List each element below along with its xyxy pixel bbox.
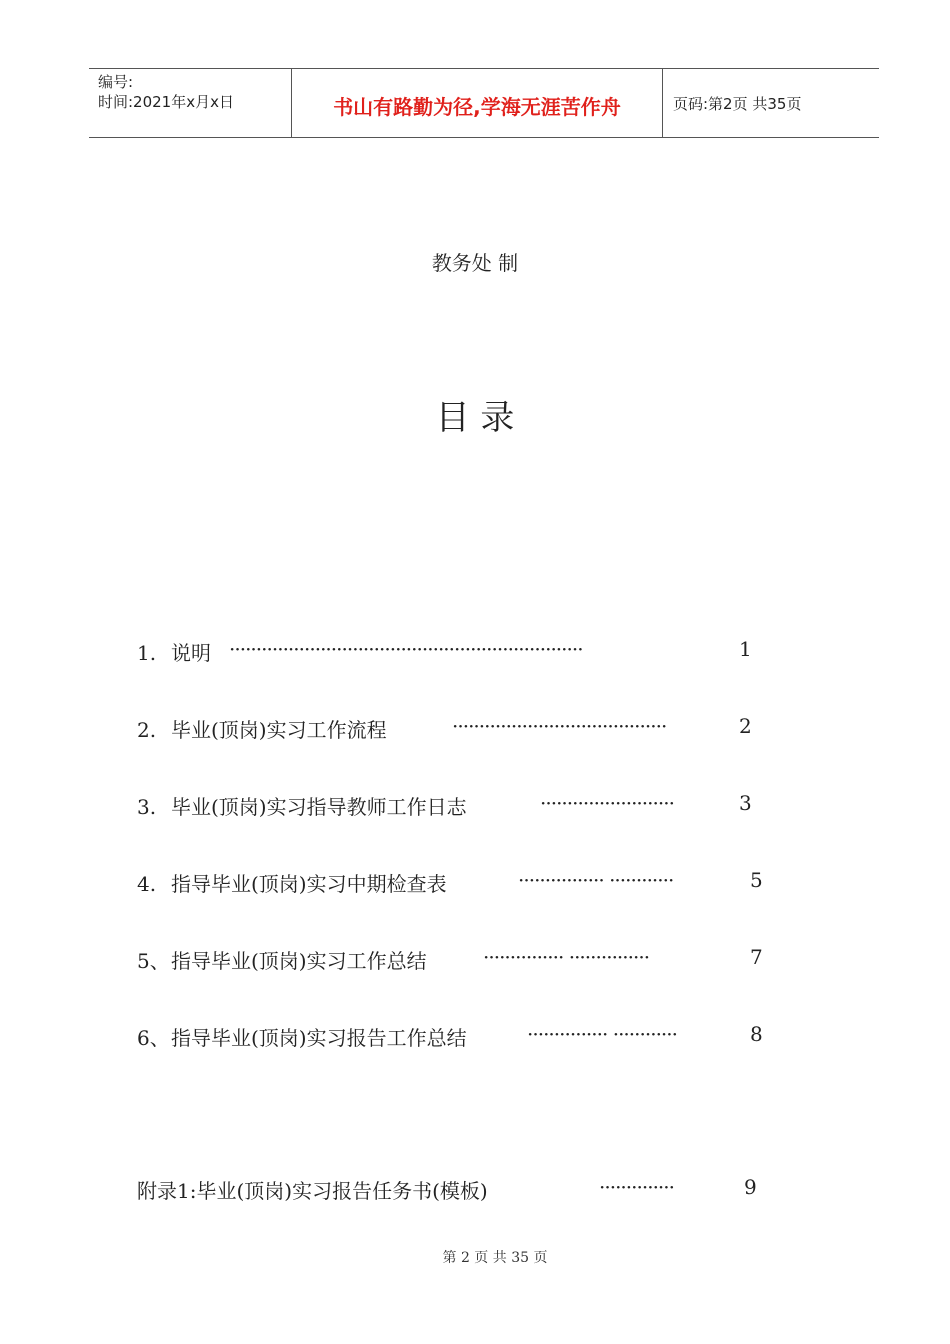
page-header [89, 68, 879, 138]
document-time: 时间:2021年x月x日 [98, 93, 234, 111]
toc-entry-page: 1 [739, 637, 752, 661]
header-meta-cell [89, 69, 291, 137]
toc-entry-page: 3 [739, 791, 752, 815]
toc-entry[interactable] [137, 1022, 763, 1051]
toc-entry-number: 5、 [137, 949, 170, 973]
toc-entry[interactable] [137, 637, 752, 666]
toc-entry-title: 毕业(顶岗)实习工作流程 [171, 718, 387, 742]
header-motto-cell [291, 69, 663, 137]
toc-entry-leader: ················ ············ [518, 868, 674, 892]
appendix-title: 毕业(顶岗)实习报告任务书(模板) [196, 1179, 488, 1203]
toc-title: 目 录 [435, 398, 515, 438]
toc-entry-page: 2 [739, 714, 752, 738]
toc-entry-number: 2. [137, 718, 157, 742]
toc-entry-page: 7 [750, 945, 763, 969]
toc-entry-page: 8 [750, 1022, 763, 1046]
toc-entry-title: 指导毕业(顶岗)实习中期检查表 [171, 872, 447, 896]
toc-entry-number: 6、 [137, 1026, 170, 1050]
appendix-label: 附录1: [137, 1179, 197, 1203]
toc-entry[interactable] [137, 791, 752, 820]
appendix-leader: ·············· [599, 1175, 675, 1199]
toc-appendix-entry[interactable] [137, 1175, 757, 1204]
toc-entry-page: 5 [750, 868, 763, 892]
toc-entry-title: 说明 [171, 641, 211, 665]
toc-entry-title: 指导毕业(顶岗)实习报告工作总结 [171, 1026, 467, 1050]
appendix-page: 9 [744, 1175, 757, 1199]
header-page-number: 页码:第2页 共35页 [673, 95, 802, 113]
toc-entry[interactable] [137, 945, 763, 974]
toc-entry-number: 1. [137, 641, 157, 665]
toc-entry-leader: ········································ [452, 714, 667, 738]
toc-entry[interactable] [137, 868, 763, 897]
document-number: 编号: [98, 73, 134, 91]
toc-entry-number: 4. [137, 872, 157, 896]
toc-entry-leader: ··············· ············ [527, 1022, 678, 1046]
toc-entry-title: 指导毕业(顶岗)实习工作总结 [171, 949, 427, 973]
toc-entry-number: 3. [137, 795, 157, 819]
toc-entry-title: 毕业(顶岗)实习指导教师工作日志 [171, 795, 467, 819]
motto-text: 书山有路勤为径,学海无涯苦作舟 [333, 95, 621, 119]
toc-entry[interactable] [137, 714, 752, 743]
toc-entry-leader: ·································································· [229, 637, 583, 661]
page-footer: 第 2 页 共 35 页 [442, 1250, 548, 1266]
toc-entry-leader: ··············· ··············· [483, 945, 650, 969]
issuer-text: 教务处 制 [431, 251, 519, 275]
toc-entry-leader: ························· [540, 791, 674, 815]
header-page-cell [663, 69, 879, 137]
